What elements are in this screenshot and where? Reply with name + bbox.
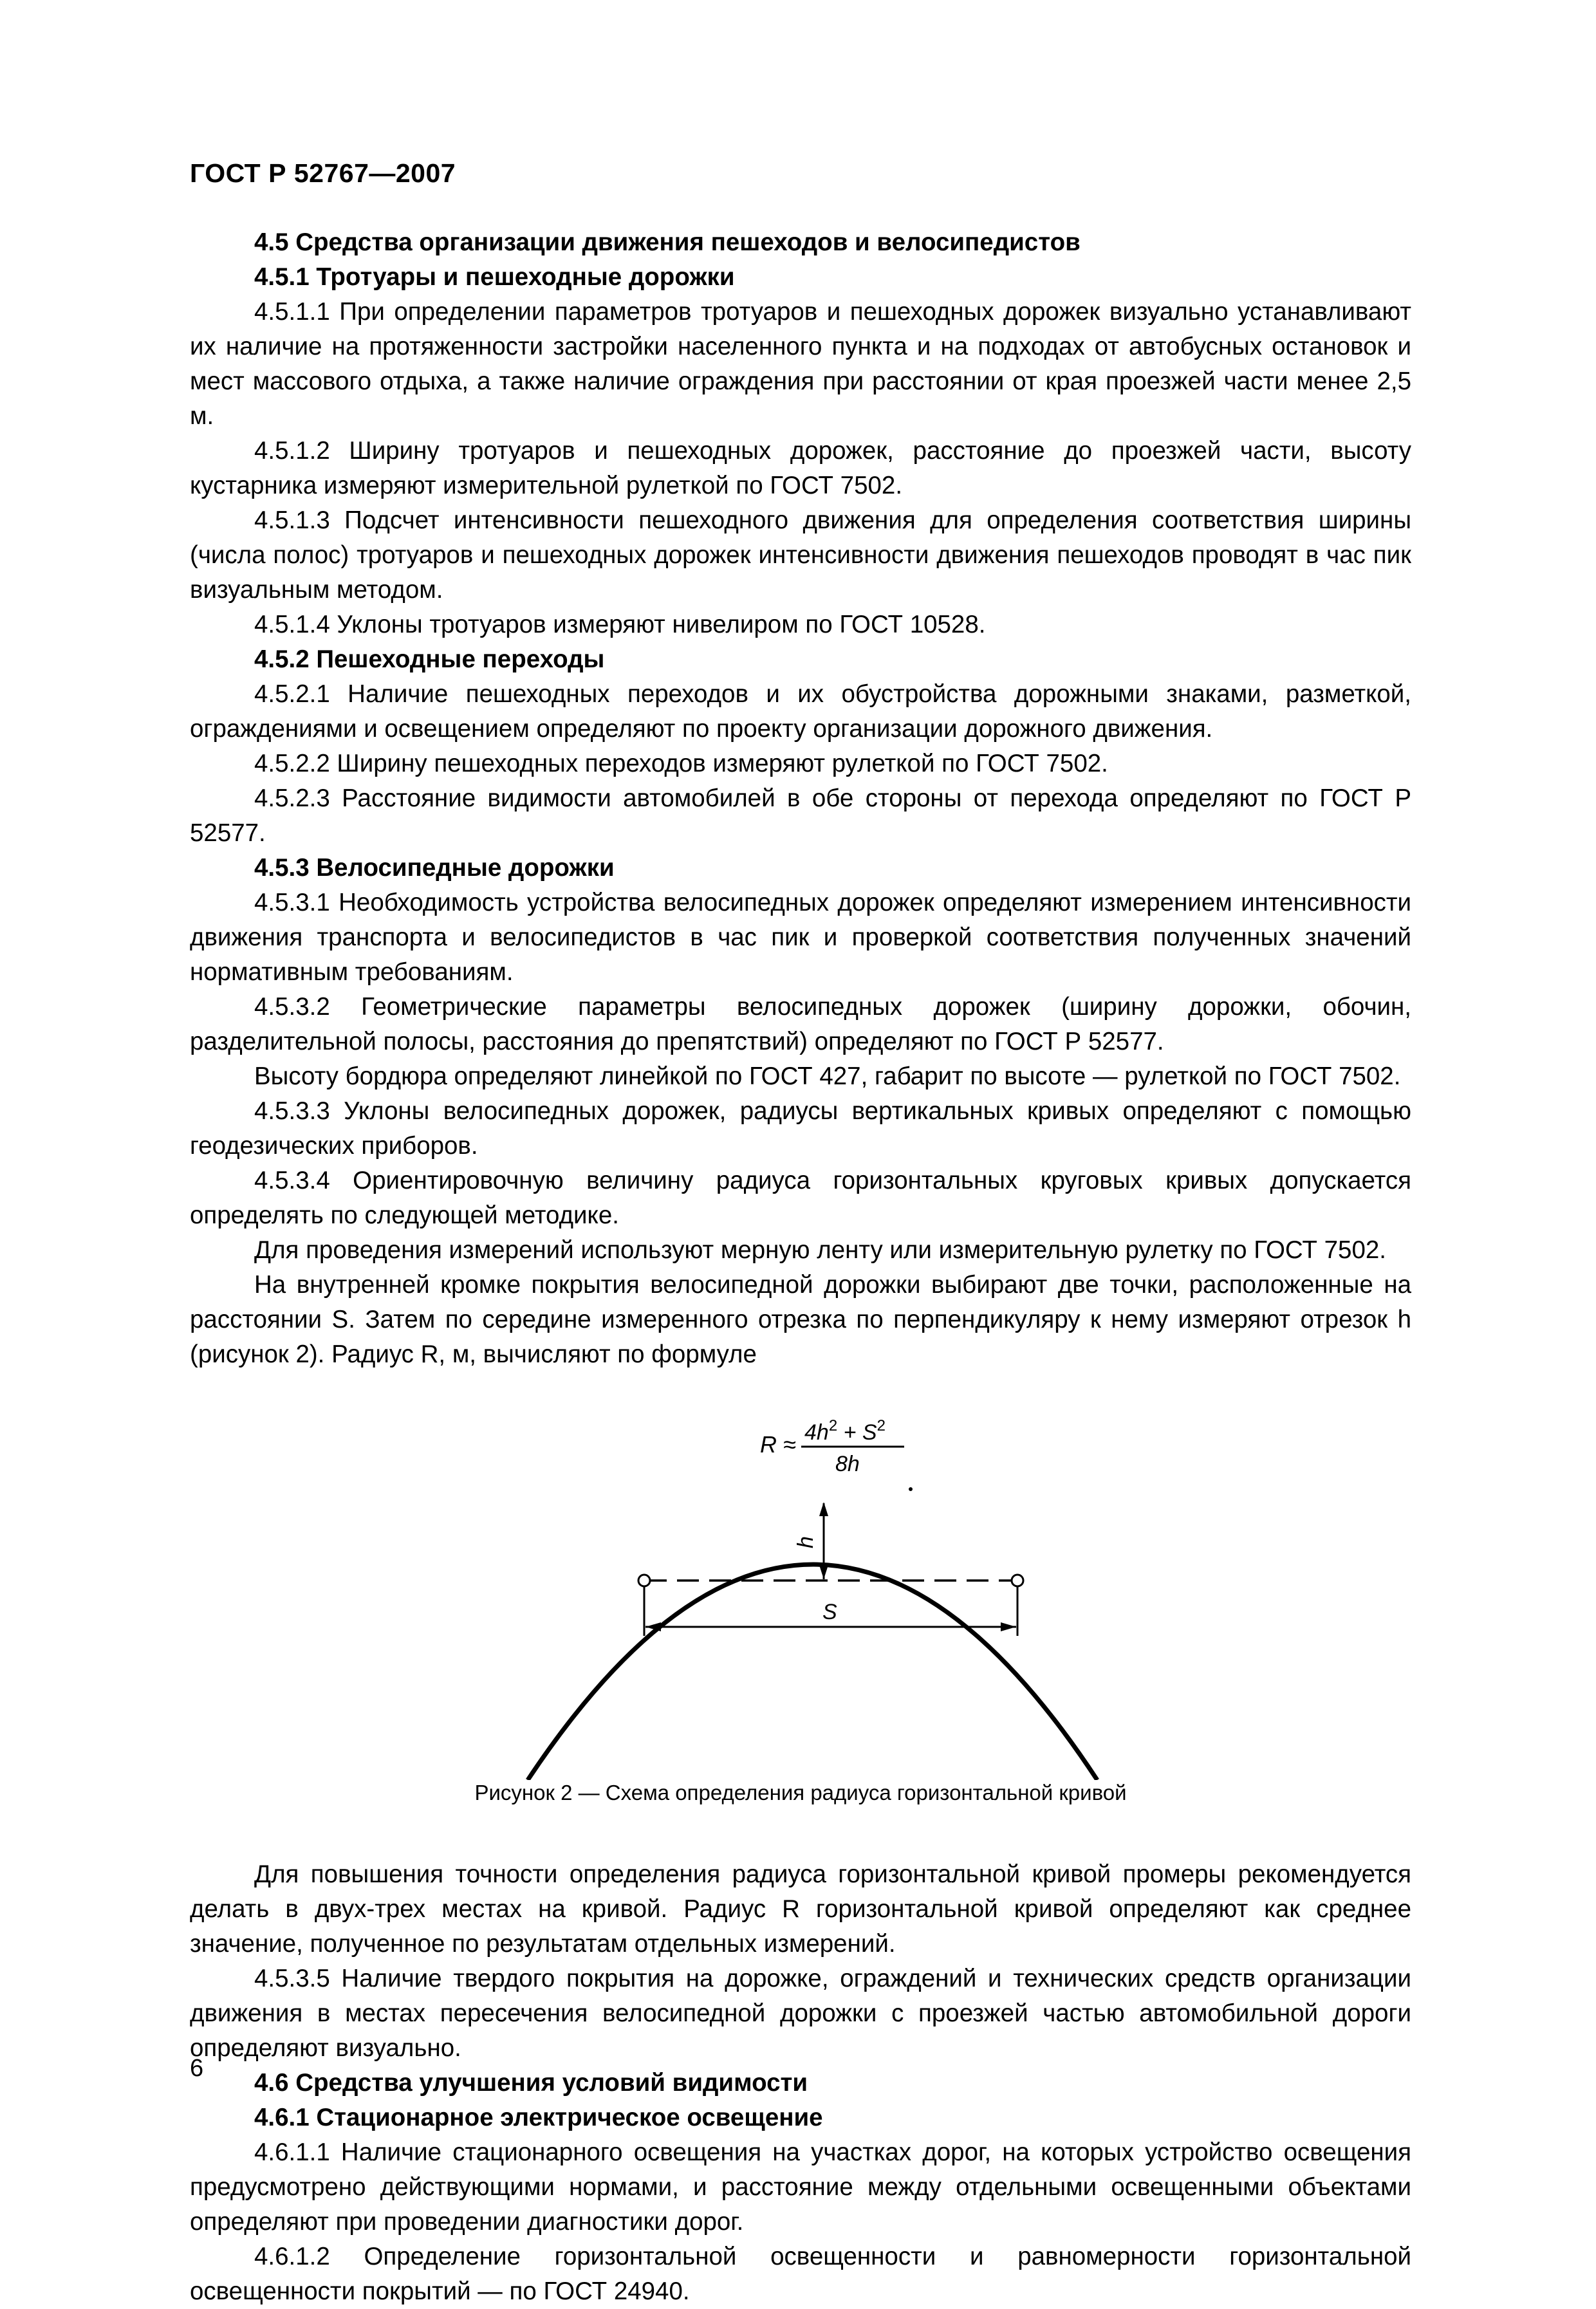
- paragraph: 4.5.3.4 Ориентировочную величину радиуса горизонтальных круговых кривых допускается определять по следующей методике.: [190, 1167, 1411, 1229]
- formula-denominator: 8h: [835, 1452, 860, 1476]
- paragraph: 4.5.2.3 Расстояние видимости автомобилей в обе стороны от перехода определяют по ГОСТ Р 52577.: [190, 784, 1411, 847]
- section-heading: 4.5 Средства организации движения пешеходов и велосипедистов: [254, 228, 1081, 256]
- section-heading: 4.5.1 Тротуары и пешеходные дорожки: [254, 263, 735, 291]
- paragraph: 4.5.1.2 Ширину тротуаров и пешеходных дорожек, расстояние до проезжей части, высоту кустарника измеряют измерительной рулеткой по ГОСТ 7502.: [190, 437, 1411, 499]
- h-arrow-head-top: [819, 1502, 828, 1516]
- paragraph: 4.6.1.2 Определение горизонтальной освещенности и равномерности горизонтальной освещенности покрытий — по ГОСТ 24940.: [190, 2243, 1411, 2305]
- stray-dot: [909, 1487, 913, 1491]
- figure-caption: Рисунок 2 — Схема определения радиуса горизонтальной кривой: [474, 1781, 1127, 1804]
- formula-num-exp1: 2: [828, 1417, 838, 1434]
- document-body: [190, 225, 1411, 2309]
- paragraph: 4.5.1.3 Подсчет интенсивности пешеходного движения для определения соответствия ширины (числа полос) тротуаров и пешеходных дорожек интенсивности движения пешеходов проводят в час пик визуальным методом.: [190, 506, 1411, 604]
- section-heading: 4.6 Средства улучшения условий видимости: [254, 2069, 808, 2097]
- label-h: h: [793, 1536, 818, 1548]
- formula-lhs: R ≈: [760, 1431, 796, 1458]
- document-header: ГОСТ Р 52767—2007: [190, 158, 456, 188]
- paragraph: Для повышения точности определения радиуса горизонтальной кривой промеры рекомендуется делать в двух-трех местах на кривой. Радиус R горизонтальной кривой определяют как среднее значение, полученное по результатам отдельных измерений.: [190, 1860, 1411, 1958]
- paragraph: 4.5.2.2 Ширину пешеходных переходов измеряют рулеткой по ГОСТ 7502.: [254, 750, 1108, 777]
- paragraph: 4.5.1.1 При определении параметров тротуаров и пешеходных дорожек визуально устанавливают их наличие на протяженности застройки населенного пункта и на подходах от автобусных остановок и мест массового отдыха, а также наличие ограждения при расстоянии от края проезжей части менее 2,5 м.: [190, 298, 1411, 430]
- paragraph: 4.5.3.5 Наличие твердого покрытия на дорожке, ограждений и технических средств организации движения в местах пересечения велосипедной дорожки с проезжей частью автомобильной дороги определяют визуально.: [190, 1965, 1411, 2062]
- formula-num-exp2: 2: [877, 1417, 886, 1434]
- section-heading: 4.5.2 Пешеходные переходы: [254, 645, 605, 673]
- paragraph: 4.6.1.1 Наличие стационарного освещения на участках дорог, на которых устройство освещения предусмотрено действующими нормами, и расстояние между отдельными освещенными объектами определяют при проведении диагностики дорог.: [190, 2138, 1411, 2236]
- section-heading: 4.5.3 Велосипедные дорожки: [254, 854, 615, 882]
- page-number: 6: [190, 2055, 204, 2082]
- paragraph: Высоту бордюра определяют линейкой по ГОСТ 427, габарит по высоте — рулеткой по ГОСТ 7502.: [254, 1062, 1401, 1090]
- paragraph: 4.5.3.2 Геометрические параметры велосипедных дорожек (ширину дорожки, обочин, разделительной полосы, расстояния до препятствий) определяют по ГОСТ Р 52577.: [190, 993, 1411, 1055]
- section-heading: 4.6.1 Стационарное электрическое освещение: [254, 2104, 823, 2131]
- paragraph: 4.5.2.1 Наличие пешеходных переходов и их обустройства дорожными знаками, разметкой, ограждениями и освещением определяют по проекту организации дорожного движения.: [190, 680, 1411, 743]
- formula-num-h: 4h: [804, 1420, 829, 1445]
- paragraph: 4.5.3.1 Необходимость устройства велосипедных дорожек определяют измерением интенсивности движения транспорта и велосипедистов в час пик и проверкой соответствия полученных значений нормативным требованиям.: [190, 889, 1411, 986]
- chord-point-right: [1012, 1575, 1023, 1586]
- paragraph: 4.5.1.4 Уклоны тротуаров измеряют нивелиром по ГОСТ 10528.: [254, 611, 986, 638]
- paragraph: На внутренней кромке покрытия велосипедной дорожки выбирают две точки, расположенные на расстоянии S. Затем по середине измеренного отрезка по перпендикуляру к нему измеряют отрезок h (рисунок 2). Радиус R, м, вычисляют по формуле: [190, 1271, 1411, 1368]
- paragraph: Для проведения измерений используют мерную ленту или измерительную рулетку по ГОСТ 7502.: [254, 1236, 1386, 1264]
- label-s: S: [822, 1600, 837, 1624]
- bottom-paragraphs: [190, 1857, 1411, 2309]
- formula-numerator: [804, 1417, 886, 1445]
- formula-num-plus: + S: [837, 1420, 877, 1445]
- chord-point-left: [638, 1575, 650, 1586]
- figure-2: [190, 1387, 1411, 1780]
- s-arrow-right: [1001, 1622, 1016, 1631]
- horizontal-curve: [528, 1564, 1097, 1780]
- h-arrow-head-bottom: [819, 1565, 828, 1579]
- top-paragraphs: [190, 225, 1411, 1372]
- curve-diagram: [190, 1387, 1411, 1780]
- paragraph: 4.5.3.3 Уклоны велосипедных дорожек, радиусы вертикальных кривых определяют с помощью геодезических приборов.: [190, 1097, 1411, 1160]
